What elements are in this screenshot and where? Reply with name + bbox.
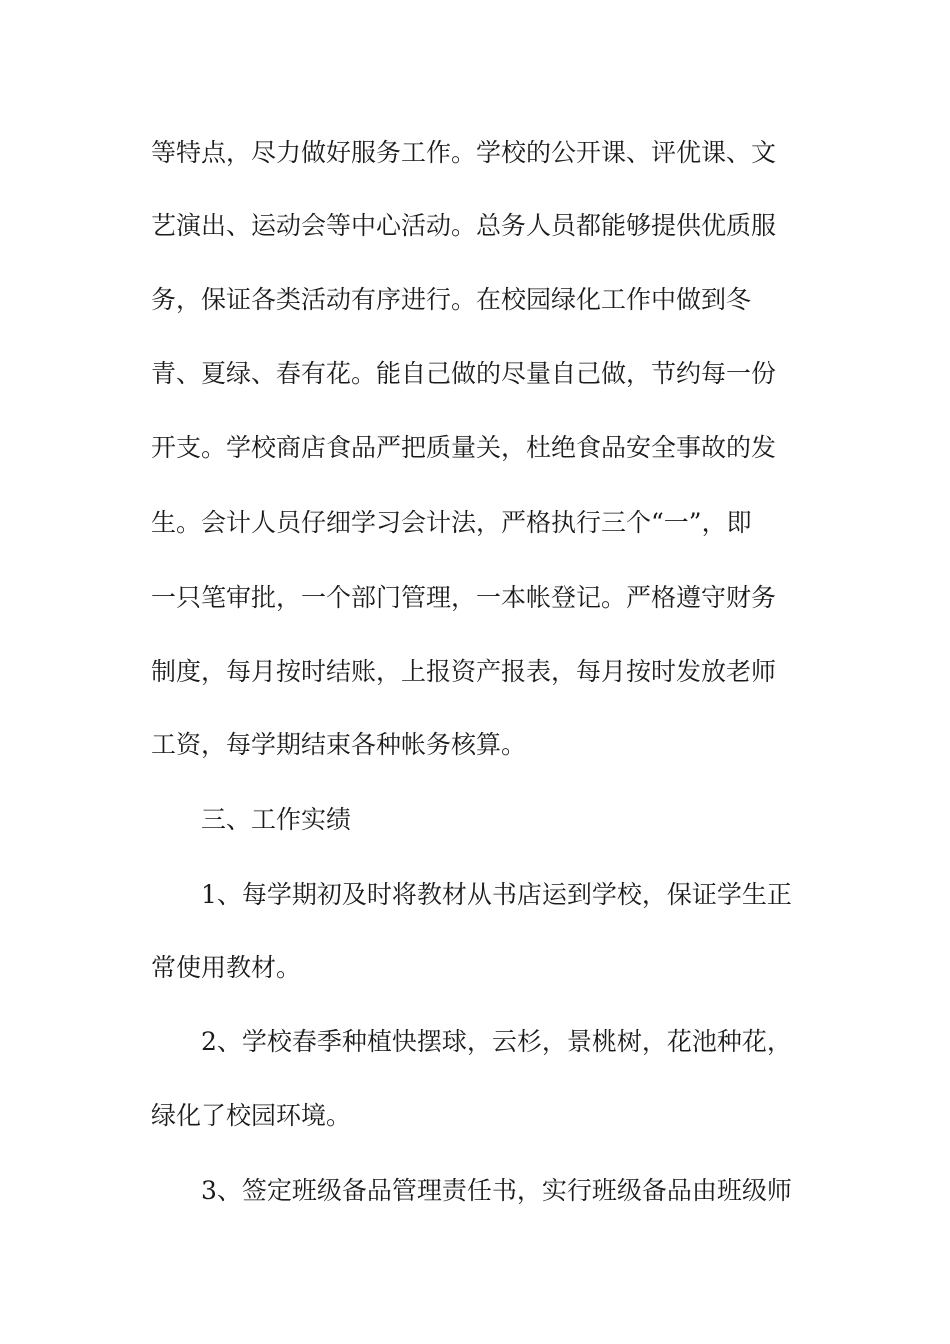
list-item-line: 2、学校春季种植快摆球，云杉，景桃树，花池种花， (201, 1027, 792, 1056)
text-line: 一只笔审批，一个部门管理，一本帐登记。严格遵守财务 (151, 583, 777, 612)
text-line: 青、夏绿、春有花。能自己做的尽量自己做，节约每一份 (151, 359, 777, 388)
list-item-line: 3、签定班级备品管理责任书，实行班级备品由班级师 (201, 1176, 792, 1205)
text-line: 生。会计人员仔细学习会计法，严格执行三个“一”，即 (151, 508, 752, 537)
list-item-line: 1、每学期初及时将教材从书店运到学校，保证学生正 (201, 880, 792, 909)
section-heading: 三、工作实绩 (201, 805, 352, 834)
text-line: 制度，每月按时结账，上报资产报表，每月按时发放老师 (151, 657, 777, 686)
text-line: 常使用教材。 (151, 953, 302, 982)
text-line: 开支。学校商店食品严把质量关，杜绝食品安全事故的发 (151, 433, 777, 462)
text-line: 绿化了校园环境。 (151, 1101, 352, 1130)
text-line: 工资，每学期结束各种帐务核算。 (151, 730, 527, 759)
text-line: 务，保证各类活动有序进行。在校园绿化工作中做到冬 (151, 285, 752, 314)
text-line: 等特点，尽力做好服务工作。学校的公开课、评优课、文 (151, 138, 777, 167)
text-line: 艺演出、运动会等中心活动。总务人员都能够提供优质服 (151, 211, 777, 240)
